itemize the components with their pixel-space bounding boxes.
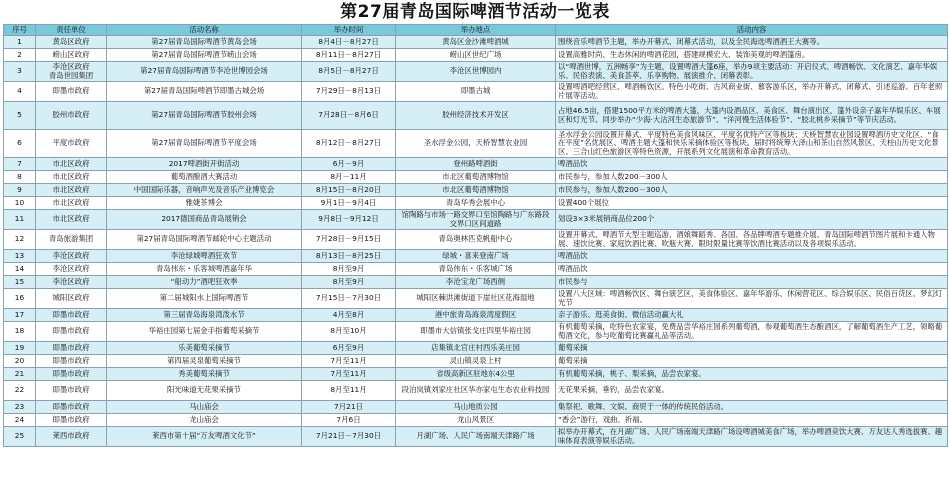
cell-time: 6月－9月 [302,158,396,171]
cell-no: 25 [4,427,36,447]
cell-content: 葡萄采摘 [556,342,948,355]
cell-name: 第四届灵泉葡萄采摘节 [107,355,302,368]
cell-unit: 即墨市政府 [36,401,107,414]
cell-place: 马山地质公园 [396,401,556,414]
cell-unit: 市北区政府 [36,171,107,184]
cell-time: 8月12日－8月27日 [302,130,396,158]
cell-unit: 莱西市政府 [36,427,107,447]
cell-unit: 黄岛区政府 [36,36,107,49]
cell-no: 22 [4,381,36,401]
cell-time: 9月8日－9月12日 [302,210,396,230]
cell-name: 秀美葡萄采摘节 [107,368,302,381]
cell-no: 8 [4,171,36,184]
cell-place: 青岛伟东・乐客城广场 [396,263,556,276]
cell-no: 15 [4,276,36,289]
cell-unit: 市北区政府 [36,210,107,230]
cell-unit: 李沧区政府 青岛世园集团 [36,62,107,82]
cell-unit: 即墨市政府 [36,414,107,427]
cell-no: 4 [4,82,36,102]
table-row [4,355,948,368]
table-row [4,62,948,82]
table-row [4,322,948,342]
cell-name: 第27届青岛国际啤酒节胶州会场 [107,102,302,130]
header-place: 举办地点 [396,25,556,36]
cell-unit: 市北区政府 [36,184,107,197]
cell-place: 黄岛区金沙滩啤酒城 [396,36,556,49]
table-row [4,263,948,276]
cell-no: 20 [4,355,36,368]
header-time: 举办时间 [302,25,396,36]
cell-time: 7月21日－7月30日 [302,427,396,447]
cell-content: 亲子游乐、逛美食街、微信活动赢大礼 [556,309,948,322]
cell-time: 8月至11月 [302,381,396,401]
cell-place: 省级高新区驻地东4公里 [396,368,556,381]
cell-place: 店集镇北官庄村西乐美庄园 [396,342,556,355]
cell-name: 葡萄酒酿酒大赛活动 [107,171,302,184]
cell-content: 啤酒品饮 [556,158,948,171]
cell-no: 1 [4,36,36,49]
cell-name: “船动力”酒吧狂欢季 [107,276,302,289]
cell-unit: 城阳区政府 [36,289,107,309]
cell-place: 市北区葡萄酒博物馆 [396,171,556,184]
table-row [4,36,948,49]
cell-name: 第27届青岛国际啤酒节崂山会场 [107,49,302,62]
cell-time: 7月29日－8月13日 [302,82,396,102]
table-row [4,102,948,130]
table-row [4,289,948,309]
cell-name: 第27届青岛国际啤酒节平度会场 [107,130,302,158]
cell-name: 第27届青岛国际啤酒节李沧世博园会场 [107,62,302,82]
cell-unit: 青岛旅游集团 [36,230,107,250]
cell-name: 第27届青岛国际啤酒节黄岛会场 [107,36,302,49]
cell-no: 23 [4,401,36,414]
cell-name: 雅婕茶博会 [107,197,302,210]
table-row [4,342,948,355]
cell-no: 2 [4,49,36,62]
table-row [4,82,948,102]
cell-place: 月湖广场、人民广场南端天津路广场 [396,427,556,447]
table-row [4,210,948,230]
cell-content: 以“啤酒世博，五洲畅享”为主题，设置啤酒大篷6座，举办9项主要活动：开启仪式、啤酒畅饮、文化演艺、嘉年华娱乐、民俗表演、美食荟萃、乐享购物、展演推介、闭幕表彰。 [556,62,948,82]
cell-content: 市民参与，参加人数200－300人 [556,184,948,197]
cell-content: 市民参与，参加人数200－300人 [556,171,948,184]
cell-time: 9月1日－9月4日 [302,197,396,210]
cell-place: 胶州经济技术开发区 [396,102,556,130]
cell-content: 设置啤酒吧经营区、啤酒畅饮区、特色小吃街、古风商业街、慕客游乐区，举办开幕式、闭幕式、引述巡游、百年老照片展等活动。 [556,82,948,102]
cell-time: 8月15日－8月20日 [302,184,396,197]
cell-content: 圣水浮金公园设置开幕式、平度特色美食风味区、平度名优特产区等板块；天桥智慧农业园设置啤酒历史文化区、“食在平度”名优展区、啤酒主题大篷和快乐采摘体验区等板块。届时将统筹大泽山和茶山自然风景区、天柱山历史文化景区、三合山红色旅游区等特色资源，开展系列文化展演和革命教育活动。 [556,130,948,158]
cell-name: 青岛伟东・乐客城啤酒嘉年华 [107,263,302,276]
header-row [4,25,948,36]
cell-content: 设置高雅时尚、生态休闲的啤酒花园，搭建规模宏大、装饰美观的啤酒篷房。 [556,49,948,62]
table-row [4,401,948,414]
cell-content: 集祭祀、歌舞、文娱、商贸于一体的传统民俗活动。 [556,401,948,414]
cell-no: 18 [4,322,36,342]
cell-unit: 即墨市政府 [36,342,107,355]
cell-place: 即墨古城 [396,82,556,102]
cell-time: 8月至10月 [302,322,396,342]
cell-name: 龙山庙会 [107,414,302,427]
table-row [4,171,948,184]
cell-name: 中国国际乐器，音响声光及音乐产业博览会 [107,184,302,197]
cell-no: 17 [4,309,36,322]
cell-unit: 李沧区政府 [36,263,107,276]
cell-place: 即墨市大信镇张戈庄四里华裕庄园 [396,322,556,342]
cell-unit: 李沧区政府 [36,250,107,263]
cell-time: 8月至9月 [302,263,396,276]
cell-unit: 即墨市政府 [36,322,107,342]
cell-name: 第二届城阳水上国际啤酒节 [107,289,302,309]
cell-name: 第三届青岛海泉湾泼水节 [107,309,302,322]
cell-unit: 胶州市政府 [36,102,107,130]
cell-place: 登州路啤酒街 [396,158,556,171]
table-row [4,197,948,210]
cell-no: 19 [4,342,36,355]
cell-content: 划设3×3米展销商品位200个 [556,210,948,230]
cell-time: 7月15日－7月30日 [302,289,396,309]
cell-content: 有机葡萄采摘，吃特色农家宴，免费品尝华裕庄园系列葡萄酒，参观葡萄酒生态酿酒区，了解葡萄酒生产工艺，领略葡萄酒文化，参与吃葡萄比赛赢礼品等活动。 [556,322,948,342]
table-row [4,158,948,171]
cell-time: 6月至9月 [302,342,396,355]
cell-time: 7月至11月 [302,368,396,381]
cell-place: 绿城・喜来登南广场 [396,250,556,263]
table-row [4,414,948,427]
cell-no: 11 [4,210,36,230]
cell-unit: 即墨市政府 [36,368,107,381]
cell-place: 龙山风景区 [396,414,556,427]
cell-name: 乐美葡萄采摘节 [107,342,302,355]
cell-name: 马山庙会 [107,401,302,414]
cell-content: 啤酒品饮 [556,250,948,263]
table-body [4,36,948,447]
page-title: 第27届青岛国际啤酒节活动一览表 [340,2,610,22]
cell-unit: 即墨市政府 [36,309,107,322]
cell-unit: 即墨市政府 [36,381,107,401]
cell-no: 13 [4,250,36,263]
cell-unit: 李沧区政府 [36,276,107,289]
cell-name: 第27届青岛国际啤酒节邮轮中心主题活动 [107,230,302,250]
cell-time: 8月4日－8月27日 [302,36,396,49]
table-row [4,309,948,322]
cell-name: 2017德国商品青岛展销会 [107,210,302,230]
table-row [4,230,948,250]
cell-content: 占地46.5亩，搭建1500平方米的啤酒大篷，大篷内设酒品区、美食区、舞台演出区，篷外设亲子嘉年华娱乐区、车展区和灯光节。同步举办“少海·大沽河生态旅游节”、“洋河慢生活体验节”、“胶北桃乡采摘节”等节庆活动。 [556,102,948,130]
cell-time: 7月6日 [302,414,396,427]
cell-place: 青岛奥林匹克帆船中心 [396,230,556,250]
cell-name: 阳光味道无花果采摘节 [107,381,302,401]
cell-no: 5 [4,102,36,130]
activity-table [3,24,948,447]
table-row [4,184,948,197]
cell-unit: 崂山区政府 [36,49,107,62]
cell-content: 无花果采摘，垂钓，品尝农家宴。 [556,381,948,401]
header-no: 序号 [4,25,36,36]
cell-content: 市民参与 [556,276,948,289]
cell-time: 7月28日－8月6日 [302,102,396,130]
cell-content: 设置开幕式、啤酒节大型主题巡游、酒娘舞蹈秀、各国、各品牌啤酒专题推介展、青岛国际啤酒节图片展和卡通人物展、速饮比赛、家庭饮酒比赛、吹瓶大赛、限时限量比赛等饮酒比赛活动以及各项娱乐活动。 [556,230,948,250]
cell-no: 14 [4,263,36,276]
cell-content: 拟举办开幕式，在月湖广场、人民广场南端天津路广场设啤酒城美食广场，举办啤酒竞饮大赛、万友达人秀选拔赛、趣味体育表演等娱乐活动。 [556,427,948,447]
cell-no: 16 [4,289,36,309]
cell-unit: 市北区政府 [36,158,107,171]
cell-place: 青岛华秀会展中心 [396,197,556,210]
cell-time: 7月28日－9月15日 [302,230,396,250]
cell-unit: 即墨市政府 [36,82,107,102]
table-row [4,276,948,289]
table-row [4,381,948,401]
header-content: 活动内容 [556,25,948,36]
header-unit: 责任单位 [36,25,107,36]
cell-place: 段泊岚镇刘家庄社区华亦家屯生态农业科技园 [396,381,556,401]
header-name: 活动名称 [107,25,302,36]
cell-content: 啤酒品饮 [556,263,948,276]
cell-place: 城阳区棘洪滩街道下崖社区花海湿地 [396,289,556,309]
table-row [4,130,948,158]
cell-content: 葡萄采摘 [556,355,948,368]
cell-place: 市北区葡萄酒博物馆 [396,184,556,197]
cell-no: 12 [4,230,36,250]
cell-content: 设置八大区域：啤酒畅饮区、舞台演艺区、美食体验区、嘉年华游乐、休闲营花区、综合娱乐区、民俗百货区、梦幻灯光节 [556,289,948,309]
cell-time: 4月至8月 [302,309,396,322]
cell-no: 24 [4,414,36,427]
cell-no: 9 [4,184,36,197]
cell-name: 2017啤酒街开街活动 [107,158,302,171]
cell-no: 7 [4,158,36,171]
cell-time: 8月5日－8月27日 [302,62,396,82]
cell-time: 7月21日 [302,401,396,414]
cell-time: 8月13日－8月25日 [302,250,396,263]
cell-place: 圣水浮金公园，天桥智慧农业园 [396,130,556,158]
cell-place: 港中旅青岛海泉湾度假区 [396,309,556,322]
cell-content: 有机葡萄采摘，桃子、梨采摘，品尝农家宴。 [556,368,948,381]
table-row [4,368,948,381]
cell-place: 李沧区世博园内 [396,62,556,82]
cell-place: 崂山区世纪广场 [396,49,556,62]
cell-place: 李沧宝龙广场西侧 [396,276,556,289]
table-row [4,49,948,62]
cell-content: 围绕音乐啤酒节主题，举办开幕式、闭幕式活动，以及全民海选啤酒酒王大赛等。 [556,36,948,49]
cell-name: 李沧绿城啤酒狂欢节 [107,250,302,263]
cell-no: 6 [4,130,36,158]
cell-name: 华裕庄园第七届金手指葡萄采摘节 [107,322,302,342]
cell-no: 3 [4,62,36,82]
cell-unit: 平度市政府 [36,130,107,158]
cell-time: 7月至11月 [302,355,396,368]
cell-time: 8月至9月 [302,276,396,289]
cell-name: 第27届青岛国际啤酒节即墨古城会场 [107,82,302,102]
cell-time: 8月－11月 [302,171,396,184]
cell-place: 灵山镇灵泉上村 [396,355,556,368]
cell-no: 10 [4,197,36,210]
cell-time: 8月11日－8月27日 [302,49,396,62]
cell-name: 莱西市第十届“万友啤酒文化节” [107,427,302,447]
cell-no: 21 [4,368,36,381]
table-row [4,250,948,263]
cell-content: 设置400个展位 [556,197,948,210]
table-row [4,427,948,447]
cell-content: “香会”游行，戏曲、祈福。 [556,414,948,427]
cell-unit: 市北区政府 [36,197,107,210]
cell-place: 馆陶路与市场一路交界口至馆陶路与广东路段交界口区间道路 [396,210,556,230]
cell-unit: 即墨市政府 [36,355,107,368]
